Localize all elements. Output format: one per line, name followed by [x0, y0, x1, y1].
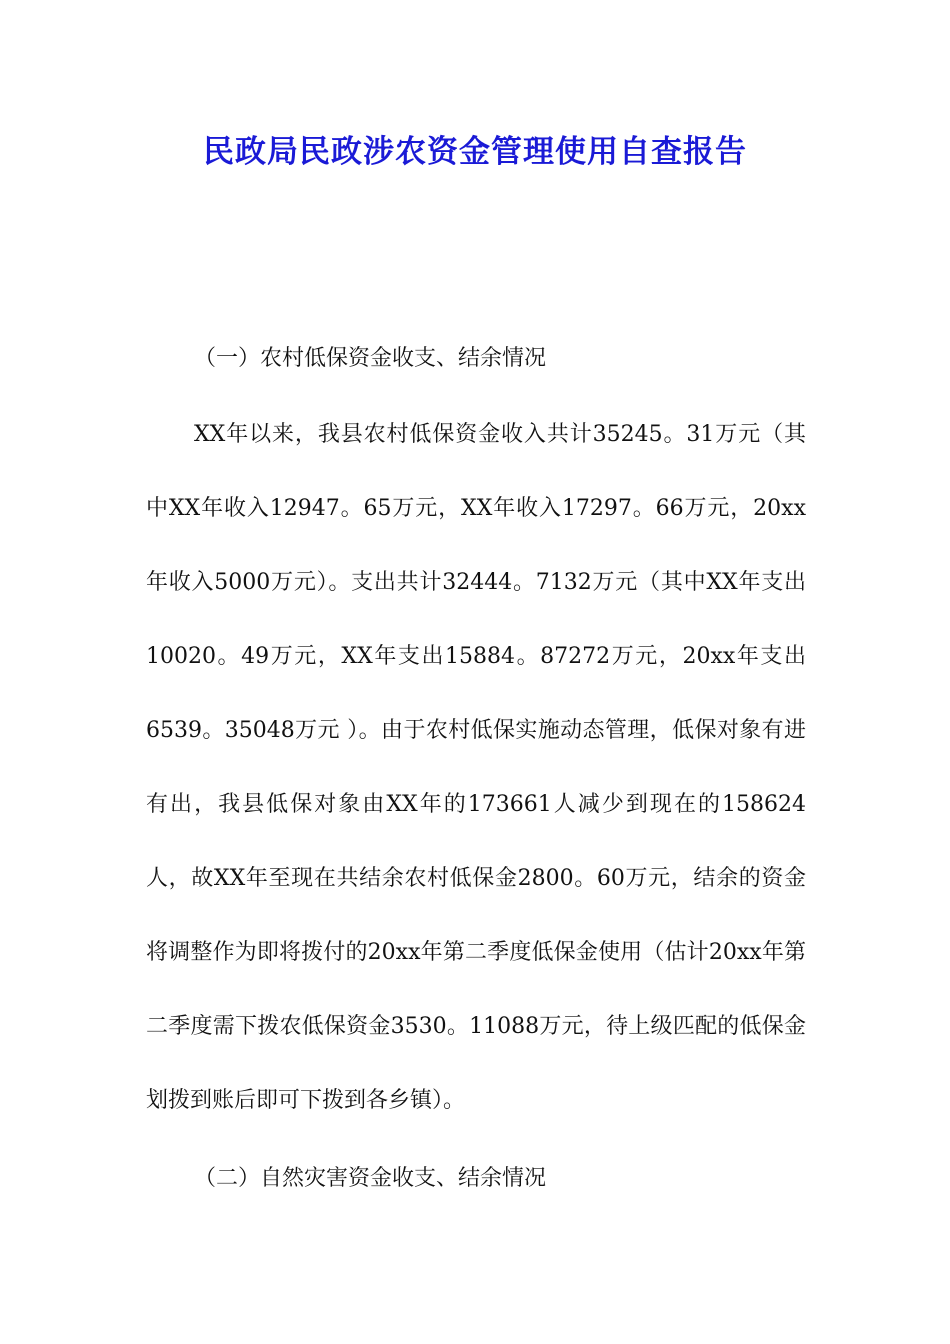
section-heading-1: （一）农村低保资金收支、结余情况	[194, 346, 547, 371]
section-paragraph-1: XX年以来，我县农村低保资金收入共计35245。31万元（其中XX年收入12947。65万元，XX年收入17297。66万元，20xx年收入5000万元）。支出共计32444。7132万元（其中XX年支出10020。49万元，XX年支出15884。87272万元，20xx年支出6539。35048万元 ）。由于农村低保实施动态管理，低保对象有进有出，我县低保对象由XX年的173661人减少到现在的158624人，故XX年至现在共结余农村低保金2800。60万元，结余的资金将调整作为即将拨付的20xx年第二季度低保金使用（估计20xx年第二季度需下拨农低保资金3530。11088万元，待上级匹配的低保金划拨到账后即可下拨到各乡镇）。	[146, 422, 806, 1113]
section-heading-2: （二）自然灾害资金收支、结余情况	[194, 1166, 547, 1191]
document-title: 民政局民政涉农资金管理使用自查报告	[203, 134, 747, 170]
